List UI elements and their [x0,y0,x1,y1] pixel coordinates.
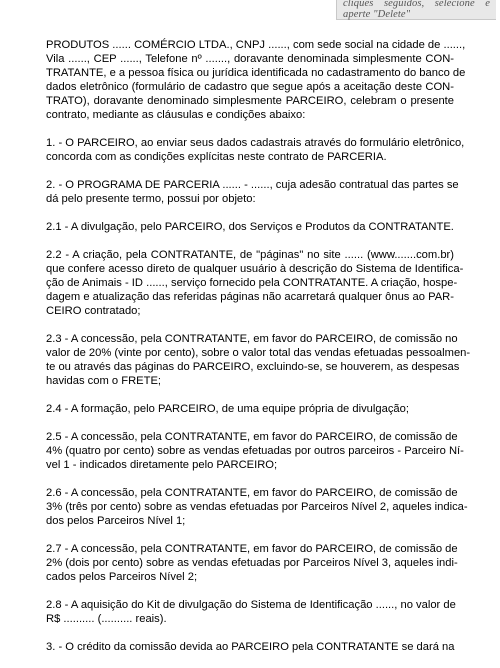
text-line: Vila ......, CEP ......, Telefone nº ......., doravante denominada simplesmente CON- [46,53,454,65]
contract-paragraph [46,640,454,654]
text-line: contrato, mediante as cláusulas e condições abaixo: [46,109,306,121]
text-line: 2.8 - A aquisição do Kit de divulgação do Sistema de Identificação ......, no valor de [46,599,456,611]
delete-hint-tooltip [336,0,496,20]
text-line: 1. - O PARCEIRO, ao enviar seus dados cadastrais através do formulário eletrônico, [46,137,465,149]
text-line: R$ .......... (.......... reais). [46,613,167,625]
contract-paragraph [46,598,454,626]
contract-paragraph [46,486,468,528]
text-line: havidas com o FRETE; [46,375,162,387]
text-line: dos pelos Parceiros Nível 1; [46,515,186,527]
text-line: 2. - O PROGRAMA DE PARCERIA ...... - ......, cuja adesão contratual das partes se [46,179,459,191]
text-line: TRATANTE, e a pessoa física ou jurídica identificada no cadastramento do banco de [46,67,466,79]
text-line: vel 1 - indicados diretamente pelo PARCEIRO; [46,459,278,471]
text-line: 2.7 - A concessão, pela CONTRATANTE, em favor do PARCEIRO, de comissão de [46,543,458,555]
hint-text [343,0,490,20]
text-line: 2.1 - A divulgação, pelo PARCEIRO, dos Serviços e Produtos da CONTRATANTE. [46,221,454,233]
text-line: TRATO), doravante denominado simplesmente PARCEIRO, celebram o presente [46,95,454,107]
contract-paragraph [46,430,464,472]
contract-paragraph [46,542,458,584]
text-line: 4% (quatro por cento) sobre as vendas efetuadas por outros parceiros - Parceiro Ní- [46,445,464,457]
text-line: 2.5 - A concessão, pela CONTRATANTE, em favor do PARCEIRO, de comissão de [46,431,458,443]
contract-paragraph [46,220,454,234]
text-line: dá pelo presente termo, possui por objeto: [46,193,256,205]
text-line: 3. - O crédito da comissão devida ao PARCEIRO pela CONTRATANTE se dará na [46,641,455,653]
text-line: ção de Animais - ID ......, serviço fornecido pela CONTRATANTE. A criação, hospe- [46,277,458,289]
text-line: concorda com as condições explícitas neste contrato de PARCERIA. [46,151,387,163]
text-line: cados pelos Parceiros Nível 2; [46,571,198,583]
contract-paragraph [46,136,465,164]
contract-paragraph [46,178,459,206]
hint-line: aperte "Delete" [343,9,411,20]
text-line: dados eletrônico (formulário de cadastro que segue após a aceitação deste CON- [46,81,454,93]
text-line: PRODUTOS ...... COMÉRCIO LTDA., CNPJ ......, com sede social na cidade de ......, [46,39,466,51]
contract-paragraph [46,248,464,318]
text-line: 2% (dois por cento) sobre as vendas efetuadas por Parceiros Nível 3, aqueles indi- [46,557,458,569]
text-line: 2.2 - A criação, pela CONTRATANTE, de "páginas" no site ...... (www.......com.br) [46,249,454,261]
text-line: 2.6 - A concessão, pela CONTRATANTE, em favor do PARCEIRO, de comissão de [46,487,458,499]
text-line: CEIRO contratado; [46,305,141,317]
text-line: te ou através das páginas do PARCEIRO, excluindo-se, se houverem, as despesas [46,361,460,373]
text-line: 2.4 - A formação, pelo PARCEIRO, de uma equipe própria de divulgação; [46,403,409,415]
hint-line: cliques seguidos, selecione e [343,0,490,9]
contract-paragraph [46,332,471,388]
contract-paragraph [46,402,454,416]
text-line: 3% (três por cento) sobre as vendas efetuadas por Parceiros Nível 2, aqueles indica- [46,501,468,513]
text-line: dagem e atualização das referidas páginas não acarretará qualquer ônus ao PAR- [46,291,454,303]
text-line: que confere acesso direto de qualquer usuário à descrição do Sistema de Identifica- [46,263,464,275]
contract-paragraph [46,38,466,122]
contract-document [46,38,471,668]
text-line: valor de 20% (vinte por cento), sobre o valor total das vendas efetuadas pessoalmen- [46,347,471,359]
text-line: 2.3 - A concessão, pela CONTRATANTE, em favor do PARCEIRO, de comissão no [46,333,458,345]
